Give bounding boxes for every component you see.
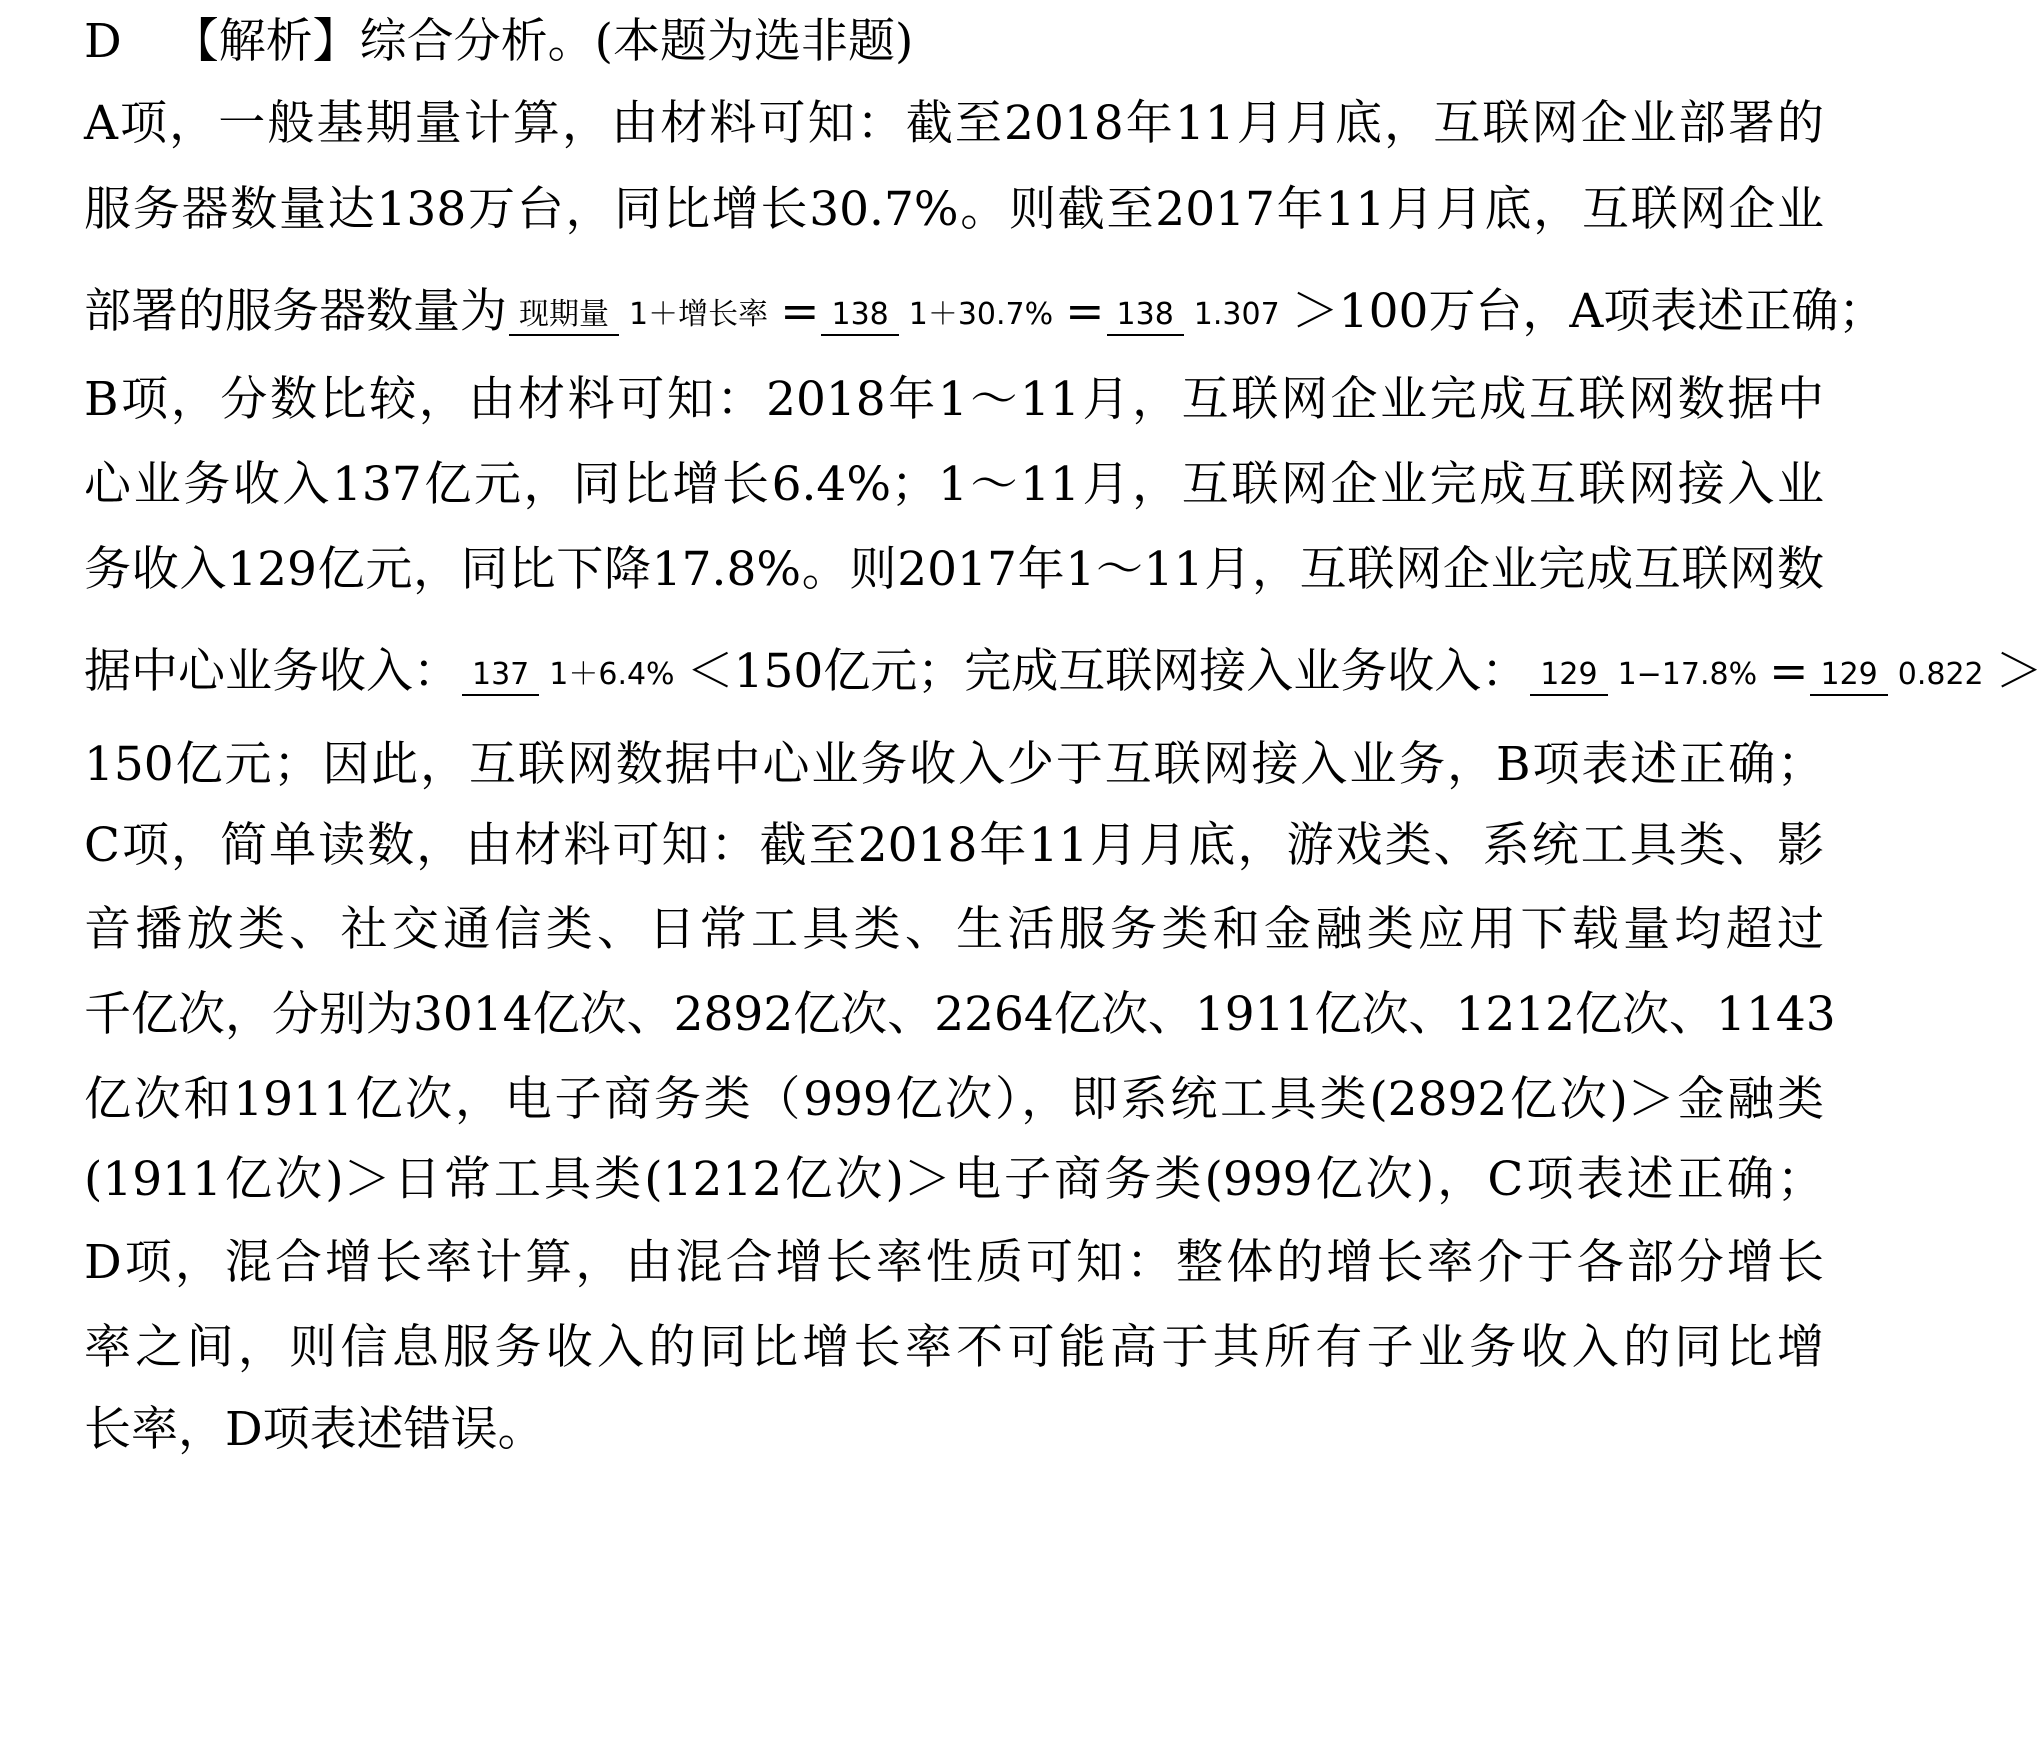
equals-sign: = bbox=[780, 284, 820, 339]
fraction-138-over-1-307 bbox=[1107, 297, 1290, 333]
fraction-138-over-1-307pct bbox=[821, 297, 1063, 333]
fraction-numerator: 现期量 bbox=[509, 297, 619, 336]
fraction-denominator: 1−17.8% bbox=[1617, 657, 1758, 692]
option-b-line-2: 心业务收入137亿元，同比增长6.4%；1～11月，互联网企业完成互联网接入业 bbox=[84, 457, 1824, 512]
option-b-mid-text: ＜150亿元；完成互联网接入业务收入： bbox=[686, 644, 1529, 699]
option-c-line-4: 亿次和1911亿次，电子商务类（999亿次），即系统工具类(2892亿次)＞金融类 bbox=[84, 1072, 1824, 1127]
fraction-numerator: 129 bbox=[1810, 657, 1887, 696]
option-a-line-3 bbox=[84, 270, 1886, 354]
option-c-line-2: 音播放类、社交通信类、日常工具类、生活服务类和金融类应用下载量均超过 bbox=[84, 902, 1824, 957]
option-b-line-5: 150亿元；因此，互联网数据中心业务收入少于互联网接入业务，B项表述正确； bbox=[84, 737, 1824, 792]
fraction-137-over-1-6-4pct bbox=[462, 657, 685, 693]
fraction-denominator: 1＋30.7% bbox=[908, 297, 1054, 332]
greater-than-sign: ＞ bbox=[1995, 644, 2043, 699]
option-a-text: 部署的服务器数量为 bbox=[84, 284, 507, 339]
fraction-numerator: 129 bbox=[1530, 657, 1607, 696]
answer-letter: D bbox=[84, 14, 122, 69]
fraction-denominator: 1＋6.4% bbox=[549, 657, 675, 692]
option-b-line-1: B项，分数比较，由材料可知：2018年1～11月，互联网企业完成互联网数据中 bbox=[84, 372, 1824, 427]
fraction-129-over-1-17-8pct bbox=[1530, 657, 1767, 693]
option-c-line-5: (1911亿次)＞日常工具类(1212亿次)＞电子商务类(999亿次)，C项表述正确； bbox=[84, 1152, 1824, 1207]
option-a-conclusion: ＞100万台，A项表述正确； bbox=[1291, 284, 1886, 339]
fraction-numerator: 138 bbox=[821, 297, 898, 336]
option-c-line-1: C项，简单读数，由材料可知：截至2018年11月月底，游戏类、系统工具类、影 bbox=[84, 818, 1824, 873]
equals-sign: = bbox=[1065, 284, 1105, 339]
option-a-line-2: 服务器数量达138万台，同比增长30.7%。则截至2017年11月月底，互联网企业 bbox=[84, 182, 1824, 237]
option-d-line-3: 长率，D项表述错误。 bbox=[84, 1402, 545, 1457]
fraction-denominator: 0.822 bbox=[1897, 657, 1984, 692]
answer-header-line bbox=[84, 12, 1824, 72]
option-c-line-3: 千亿次，分别为3014亿次、2892亿次、2264亿次、1911亿次、1212亿次、1143 bbox=[84, 987, 1836, 1042]
option-b-line-3: 务收入129亿元，同比下降17.8%。则2017年1～11月，互联网企业完成互联网数 bbox=[84, 542, 1824, 597]
option-d-line-2: 率之间，则信息服务收入的同比增长率不可能高于其所有子业务收入的同比增 bbox=[84, 1320, 1824, 1375]
option-a-line-1: A项，一般基期量计算，由材料可知：截至2018年11月月底，互联网企业部署的 bbox=[84, 96, 1824, 151]
fraction-numerator: 137 bbox=[462, 657, 539, 696]
fraction-formula bbox=[509, 297, 778, 333]
fraction-129-over-0-822 bbox=[1810, 657, 1993, 693]
fraction-denominator: 1.307 bbox=[1193, 297, 1280, 332]
option-b-line-4 bbox=[84, 630, 2043, 714]
equals-sign: = bbox=[1769, 644, 1809, 699]
option-d-line-1: D项，混合增长率计算，由混合增长率性质可知：整体的增长率介于各部分增长 bbox=[84, 1235, 1824, 1290]
fraction-numerator: 138 bbox=[1107, 297, 1184, 336]
analysis-heading: 【解析】综合分析。(本题为选非题) bbox=[171, 14, 914, 69]
fraction-denominator: 1＋增长率 bbox=[629, 297, 769, 332]
option-b-text: 据中心业务收入： bbox=[84, 644, 460, 699]
